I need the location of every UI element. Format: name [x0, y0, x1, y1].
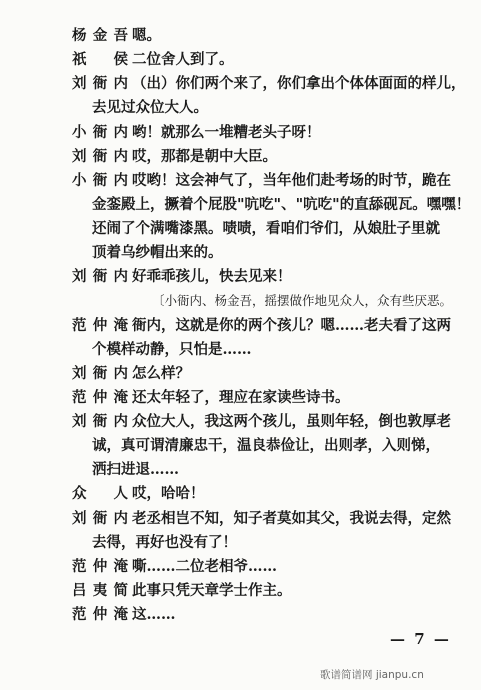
script-line [0, 315, 481, 337]
speaker-name: 范仲淹 [72, 317, 128, 334]
script-line [0, 218, 481, 240]
script-line [0, 73, 481, 95]
script-line [0, 266, 481, 288]
dialogue-text: 这…… [132, 606, 176, 623]
speaker-name: 刘衙内 [72, 268, 128, 285]
speaker-name: 范仲淹 [72, 606, 128, 623]
script-line [0, 170, 481, 192]
speaker-name: 刘衙内 [72, 365, 128, 382]
dialogue-text: 怎么样？ [132, 365, 190, 382]
speaker-name: 范仲淹 [72, 558, 128, 575]
dialogue-continuation: 个模样动静，只怕是…… [92, 341, 252, 358]
dialogue-text: 嘶……二位老相爷…… [132, 558, 277, 575]
page-number: — 7 — [390, 630, 451, 648]
dialogue-text: 此事只凭天章学士作主。 [132, 582, 292, 599]
script-line [0, 194, 481, 216]
dialogue-text: 哎，哈哈！ [132, 485, 205, 502]
script-line [0, 339, 481, 361]
dialogue-continuation: 顶着乌纱帽出来的。 [92, 244, 223, 261]
speaker-name: 小衙内 [72, 172, 128, 189]
dialogue-text: 好乖乖孩儿，快去见来！ [132, 268, 292, 285]
dialogue-text: 哎哟！这会神气了，当年他们赴考场的时节，跪在 [132, 172, 451, 189]
script-line [0, 363, 481, 385]
stage-direction [0, 290, 481, 312]
watermark: 歌谱简谱网 jianpu.cn [320, 669, 424, 681]
dialogue-text: 众位大人，我这两个孩儿，虽则年轻，倒也敦厚老 [132, 413, 451, 430]
script-line [0, 146, 481, 168]
dialogue-text: 哎，那都是朝中大臣。 [132, 148, 277, 165]
dialogue-text: 衙内，这就是你的两个孩儿？嗯……老夫看了这两 [132, 317, 451, 334]
script-line [0, 483, 481, 505]
script-line [0, 556, 481, 578]
speaker-name: 刘衙内 [72, 75, 128, 92]
dialogue-continuation: 去得，再好也没有了！ [92, 534, 237, 551]
dialogue-continuation: 金銮殿上，撅着个屁股"吭吃"、"吭吃"的直舔砚瓦。嘿嘿！ [92, 196, 471, 213]
script-line [0, 387, 481, 409]
script-line [0, 532, 481, 554]
dialogue-text: （出）你们两个来了，你们拿出个体体面面的样儿， [132, 75, 466, 92]
script-line [0, 508, 481, 530]
stage-direction-text: 〔小衙内、杨金吾，摇摆做作地见众人，众有些厌恶。 [152, 293, 453, 308]
speaker-name: 刘衙内 [72, 413, 128, 430]
script-line [0, 25, 481, 47]
script-line [0, 580, 481, 602]
script-line [0, 242, 481, 264]
script-line [0, 97, 481, 119]
dialogue-continuation: 诚，真可谓清廉忠干，温良恭俭让，出则孝，入则悌， [92, 437, 440, 454]
script-line [0, 122, 481, 144]
script-line [0, 411, 481, 433]
speaker-name: 杨金吾 [72, 27, 128, 44]
dialogue-text: 嗯。 [132, 27, 161, 44]
speaker-name: 小衙内 [72, 124, 128, 141]
speaker-name: 祇 侯 [72, 51, 128, 68]
dialogue-text: 哟！就那么一堆糟老头子呀！ [132, 124, 321, 141]
script-line [0, 604, 481, 626]
dialogue-text: 老丞相岂不知，知子者莫如其父，我说去得，定然 [132, 510, 451, 527]
speaker-name: 刘衙内 [72, 510, 128, 527]
dialogue-text: 二位舍人到了。 [132, 51, 234, 68]
speaker-name: 范仲淹 [72, 389, 128, 406]
script-line [0, 435, 481, 457]
script-line [0, 49, 481, 71]
script-line [0, 459, 481, 481]
speaker-name: 刘衙内 [72, 148, 128, 165]
speaker-name: 众 人 [72, 485, 128, 502]
dialogue-continuation: 洒扫进退…… [92, 461, 179, 478]
dialogue-text: 还太年轻了，理应在家读些诗书。 [132, 389, 350, 406]
dialogue-continuation: 去见过众位大人。 [92, 99, 208, 116]
speaker-name: 吕夷简 [72, 582, 128, 599]
dialogue-continuation: 还闹了个满嘴漆黑。啧啧，看咱们爷们，从娘肚子里就 [92, 220, 440, 237]
